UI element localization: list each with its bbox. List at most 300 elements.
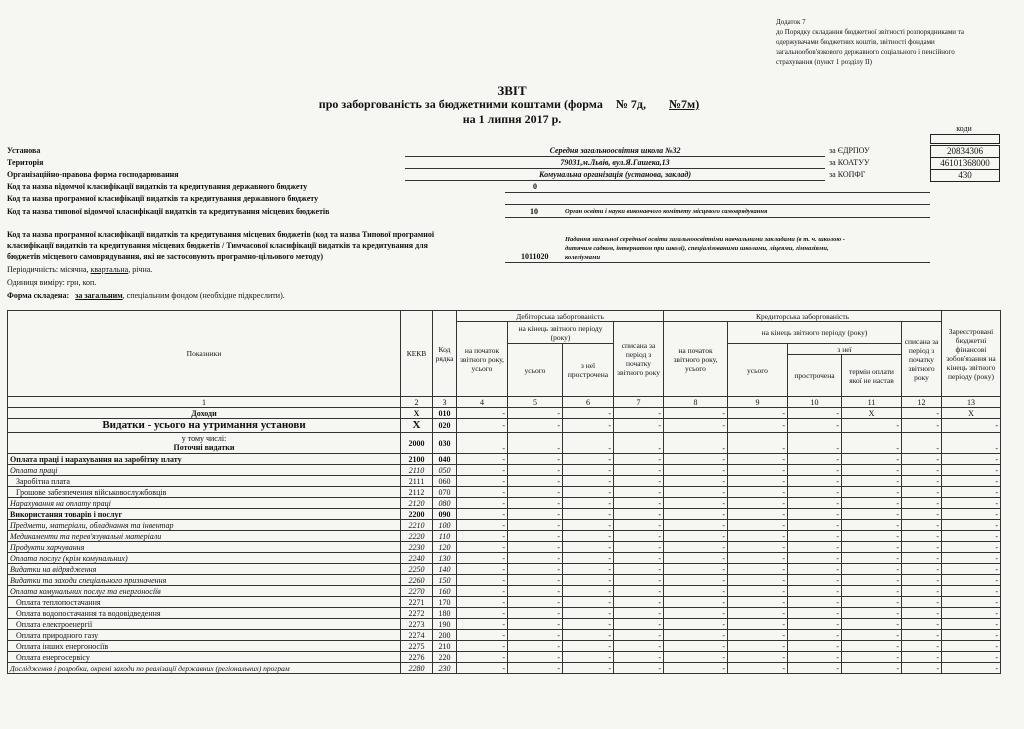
row-cell: - [728, 408, 788, 419]
row-cell: - [942, 465, 1001, 476]
row-name [8, 433, 401, 454]
row-cell: - [508, 608, 563, 619]
typical-class-code: 10 [530, 207, 538, 216]
col-debtor-total: усього [508, 344, 563, 397]
row-cell: - [788, 531, 842, 542]
row-kekv: 2100 [401, 454, 433, 465]
row-cell: - [563, 509, 614, 520]
row-cell: - [508, 652, 563, 663]
row-code: 190 [433, 619, 457, 630]
row-cell: - [563, 408, 614, 419]
row-cell: - [942, 553, 1001, 564]
col-debtor-overdue: з неї прострочена [563, 344, 614, 397]
row-cell: - [902, 498, 942, 509]
typical-class-value: Орган освіти і науки виконавчого комітету місцевого самоврядування [565, 208, 768, 215]
row-cell: - [902, 531, 942, 542]
unit: Одиниця виміру: грн, коп. [7, 278, 97, 287]
row-cell: - [457, 487, 508, 498]
row-cell: - [842, 630, 902, 641]
row-cell: - [614, 553, 664, 564]
row-cell: - [842, 663, 902, 674]
table-row [8, 408, 1001, 419]
row-cell: - [728, 597, 788, 608]
row-cell: - [664, 586, 728, 597]
row-cell: - [457, 630, 508, 641]
row-cell: - [788, 454, 842, 465]
row-kekv: 2200 [401, 509, 433, 520]
col-creditor-begin: на початок звітного року, усього [664, 322, 728, 397]
row-cell: - [457, 608, 508, 619]
column-number: 7 [614, 397, 664, 408]
row-cell: - [942, 652, 1001, 663]
row-cell: - [788, 652, 842, 663]
row-cell: - [563, 597, 614, 608]
col-creditor: Кредиторська заборгованість [664, 311, 942, 322]
local-prog-label-1: Код та назва програмної класифікації видатків та кредитування місцевих бюджетів (код та назва Типової програмної [7, 230, 435, 239]
row-kekv: X [401, 419, 433, 433]
row-cell: - [728, 476, 788, 487]
row-cell: - [842, 419, 902, 433]
row-cell: - [842, 487, 902, 498]
col-debtor-begin: на початок звітного року, усього [457, 322, 508, 397]
row-cell: - [563, 542, 614, 553]
koatuu-label: за КОАТУУ [829, 158, 870, 167]
row-kekv: 2112 [401, 487, 433, 498]
subtitle-text: про заборгованість за бюджетними коштами (форма [318, 97, 603, 111]
codes-header: коди [956, 124, 972, 133]
col-creditor-total: усього [728, 344, 788, 397]
row-cell: - [508, 553, 563, 564]
row-cell: - [614, 433, 664, 454]
row-name: Продукти харчування [8, 542, 401, 553]
form-made-general: за загальним [75, 291, 123, 300]
debt-table [7, 310, 1001, 674]
institution-value: Середня загальноосвітня школа №32 [549, 146, 681, 155]
row-cell: - [788, 542, 842, 553]
row-cell: - [664, 553, 728, 564]
row-cell: - [842, 575, 902, 586]
local-prog-value-2: дитячим садком, інтернатом при школі), спеціалізованими школами, ліцеями, гімназіями, [565, 245, 829, 252]
row-cell: - [508, 597, 563, 608]
row-cell: - [728, 433, 788, 454]
row-cell: - [788, 553, 842, 564]
row-cell: - [902, 663, 942, 674]
col-creditor-overdue: прострочена [788, 355, 842, 397]
row-cell: - [508, 531, 563, 542]
row-cell: - [788, 575, 842, 586]
row-cell: - [942, 586, 1001, 597]
row-cell: - [664, 597, 728, 608]
row-kekv: 2271 [401, 597, 433, 608]
row-code: 120 [433, 542, 457, 553]
row-cell: - [788, 520, 842, 531]
row-kekv: 2274 [401, 630, 433, 641]
row-cell: - [563, 586, 614, 597]
row-code: 090 [433, 509, 457, 520]
row-cell: - [902, 564, 942, 575]
table-row [8, 509, 1001, 520]
row-cell: - [614, 597, 664, 608]
row-cell: - [563, 652, 614, 663]
row-name: Оплата праці і нарахування на заробітну плату [8, 454, 401, 465]
row-cell: - [728, 454, 788, 465]
row-cell: - [728, 520, 788, 531]
row-cell: - [563, 553, 614, 564]
row-code: 210 [433, 641, 457, 652]
row-cell: - [664, 487, 728, 498]
column-number: 4 [457, 397, 508, 408]
row-cell: - [457, 564, 508, 575]
row-cell: - [457, 652, 508, 663]
table-row [8, 487, 1001, 498]
row-cell: - [728, 630, 788, 641]
row-cell: - [457, 498, 508, 509]
row-kekv: 2111 [401, 476, 433, 487]
row-cell: - [902, 509, 942, 520]
row-cell: - [902, 575, 942, 586]
row-cell: - [614, 408, 664, 419]
row-cell: - [508, 487, 563, 498]
row-cell: - [842, 520, 902, 531]
row-name: Оплата водопостачання та водовідведення [8, 608, 401, 619]
column-number: 3 [433, 397, 457, 408]
row-cell: - [728, 608, 788, 619]
table-row [8, 586, 1001, 597]
row-cell: - [842, 652, 902, 663]
row-name-line1: у тому числі: [181, 434, 227, 443]
row-cell: - [664, 641, 728, 652]
table-row [8, 575, 1001, 586]
row-name: Видатки та заходи спеціального призначення [8, 575, 401, 586]
report-title: ЗВІТ [497, 83, 527, 98]
col-creditor-not-due: термін оплати якої не настав [842, 355, 902, 397]
row-cell: - [614, 419, 664, 433]
row-kekv: 2120 [401, 498, 433, 509]
row-cell: - [788, 433, 842, 454]
row-kekv: X [401, 408, 433, 419]
col-creditor-end: на кінець звітного періоду (року) [728, 322, 902, 344]
table-row [8, 454, 1001, 465]
col-registered: Зареєстровані бюджетні фінансові зобов'язання на кінець звітного періоду (року) [942, 311, 1001, 397]
col-creditor-written-off: списана за період з початку звітного року [902, 322, 942, 397]
form-7m: №7м) [668, 97, 700, 111]
row-cell: - [842, 476, 902, 487]
row-cell: - [942, 433, 1001, 454]
column-number: 12 [902, 397, 942, 408]
row-cell: - [728, 542, 788, 553]
row-cell: - [508, 476, 563, 487]
row-cell: - [902, 641, 942, 652]
table-row [8, 531, 1001, 542]
row-cell: - [457, 586, 508, 597]
local-prog-value-1: Надання загальної середньої освіти загальноосвітніми навчальними закладами (в т. ч. школою - [565, 236, 845, 243]
row-cell: - [614, 619, 664, 630]
row-kekv: 2260 [401, 575, 433, 586]
row-cell: - [614, 586, 664, 597]
row-name: Оплата природного газу [8, 630, 401, 641]
row-cell: - [457, 597, 508, 608]
row-cell: - [942, 575, 1001, 586]
row-cell: - [457, 575, 508, 586]
row-cell: - [614, 531, 664, 542]
row-kekv: 2280 [401, 663, 433, 674]
kopfg-label: за КОПФГ [829, 170, 866, 179]
row-cell: - [614, 652, 664, 663]
row-cell: - [902, 542, 942, 553]
row-cell: - [942, 608, 1001, 619]
row-name: Нарахування на оплату праці [8, 498, 401, 509]
row-cell: - [728, 652, 788, 663]
column-number: 10 [788, 397, 842, 408]
row-code: 010 [433, 408, 457, 419]
row-cell: - [664, 419, 728, 433]
row-cell: - [664, 509, 728, 520]
row-code: 220 [433, 652, 457, 663]
row-cell: - [614, 509, 664, 520]
row-cell: - [842, 542, 902, 553]
form-7d: № 7д, [615, 97, 646, 111]
row-cell: - [842, 608, 902, 619]
row-kekv: 2220 [401, 531, 433, 542]
row-cell: - [457, 476, 508, 487]
dept-class-label: Код та назва відомчої класифікації видатків та кредитування державного бюджету [7, 182, 308, 191]
row-cell: - [788, 619, 842, 630]
row-code: 030 [433, 433, 457, 454]
row-name: Оплата праці [8, 465, 401, 476]
row-cell: - [942, 476, 1001, 487]
row-cell: - [664, 520, 728, 531]
row-cell: - [457, 433, 508, 454]
edrpou-label: за ЄДРПОУ [829, 146, 870, 155]
koatuu-code: 46101368000 [930, 157, 1000, 170]
row-cell: - [508, 433, 563, 454]
row-cell: - [942, 564, 1001, 575]
row-name: Грошове забезпечення військовослужбовців [8, 487, 401, 498]
row-cell: - [563, 531, 614, 542]
row-cell: - [457, 663, 508, 674]
row-cell: - [728, 531, 788, 542]
kopfg-code: 430 [930, 169, 1000, 182]
row-cell: - [614, 608, 664, 619]
row-cell: - [842, 498, 902, 509]
row-cell: - [563, 630, 614, 641]
row-cell: - [457, 619, 508, 630]
column-number: 6 [563, 397, 614, 408]
row-cell: - [728, 498, 788, 509]
row-cell: - [508, 575, 563, 586]
row-cell: - [902, 408, 942, 419]
row-code: 060 [433, 476, 457, 487]
row-cell: - [614, 630, 664, 641]
row-cell: - [942, 542, 1001, 553]
row-cell: - [728, 564, 788, 575]
row-cell: - [508, 641, 563, 652]
row-cell: - [842, 597, 902, 608]
row-cell: - [563, 575, 614, 586]
col-kekv: КЕКВ [401, 311, 433, 397]
row-cell: - [902, 433, 942, 454]
row-kekv: 2230 [401, 542, 433, 553]
row-cell: - [788, 597, 842, 608]
annex-line: до Порядку складання бюджетної звітності розпорядниками та [776, 28, 965, 36]
col-indicators: Показники [8, 311, 401, 397]
row-cell: - [457, 542, 508, 553]
row-cell: - [508, 564, 563, 575]
table-row [8, 476, 1001, 487]
row-cell: - [788, 564, 842, 575]
row-code: 160 [433, 586, 457, 597]
row-cell: - [842, 619, 902, 630]
row-cell: - [664, 564, 728, 575]
row-code: 150 [433, 575, 457, 586]
annex-line: загальнообов'язкового державного соціального і пенсійного [776, 48, 955, 56]
row-code: 110 [433, 531, 457, 542]
row-code: 070 [433, 487, 457, 498]
local-prog-label-2: класифікації видатків та кредитування місцевих бюджетів / Тимчасової класифікації видатків та кредитування для [7, 241, 428, 250]
column-number: 1 [8, 397, 401, 408]
table-row [8, 419, 1001, 433]
row-cell: - [902, 652, 942, 663]
row-cell: - [614, 487, 664, 498]
row-cell: - [664, 575, 728, 586]
row-cell: - [614, 476, 664, 487]
row-name: Використання товарів і послуг [8, 509, 401, 520]
row-cell: - [664, 498, 728, 509]
row-cell: - [942, 520, 1001, 531]
row-name: Оплата електроенергії [8, 619, 401, 630]
local-prog-label-3: бюджетів місцевого самоврядування, які не застосовують програмно-цільового методу) [7, 252, 324, 261]
row-cell: - [902, 454, 942, 465]
territory-label: Територія [7, 158, 44, 167]
row-cell: - [902, 597, 942, 608]
row-cell: - [664, 433, 728, 454]
row-cell: - [842, 433, 902, 454]
row-cell: - [508, 542, 563, 553]
row-code: 180 [433, 608, 457, 619]
col-creditor-of-which: з неї [788, 344, 902, 355]
row-cell: - [457, 509, 508, 520]
row-cell: - [563, 487, 614, 498]
row-cell: - [457, 531, 508, 542]
row-kekv: 2210 [401, 520, 433, 531]
row-cell: - [457, 520, 508, 531]
row-cell: - [457, 553, 508, 564]
column-number: 9 [728, 397, 788, 408]
col-debtor-written-off: списана за період з початку звітного року [614, 322, 664, 397]
row-cell: X [842, 408, 902, 419]
row-cell: - [902, 419, 942, 433]
row-cell: - [614, 564, 664, 575]
row-cell: - [902, 553, 942, 564]
row-cell: - [563, 520, 614, 531]
row-cell: - [563, 454, 614, 465]
row-code: 200 [433, 630, 457, 641]
row-kekv: 2000 [401, 433, 433, 454]
form-made-post: , спеціальним фондом (необхідне підкреслити). [122, 291, 285, 300]
row-cell: - [842, 553, 902, 564]
row-cell: - [788, 465, 842, 476]
row-code: 100 [433, 520, 457, 531]
row-cell: - [614, 498, 664, 509]
row-name: Оплата теплопостачання [8, 597, 401, 608]
row-cell: - [614, 454, 664, 465]
row-cell: - [902, 619, 942, 630]
row-cell: - [614, 575, 664, 586]
row-cell: - [664, 619, 728, 630]
row-cell: - [508, 454, 563, 465]
org-form-label: Організаційно-правова форма господарювання [7, 170, 179, 179]
row-name: Оплата інших енергоносіїв [8, 641, 401, 652]
row-cell: - [842, 509, 902, 520]
row-name: Дослідження і розробки, окремі заходи по реалізації державних (регіональних) програм [8, 663, 401, 674]
table-row [8, 663, 1001, 674]
row-name: Предмети, матеріали, обладнання та інвентар [8, 520, 401, 531]
row-cell: - [508, 498, 563, 509]
row-cell: - [942, 630, 1001, 641]
row-cell: - [614, 663, 664, 674]
row-cell: - [902, 586, 942, 597]
table-row [8, 619, 1001, 630]
col-row-code: Код рядка [433, 311, 457, 397]
table-row [8, 652, 1001, 663]
row-name-line2: Поточні видатки [173, 443, 235, 452]
table-row [8, 553, 1001, 564]
annex-line: страхування (пункт 1 розділу II) [776, 58, 872, 66]
row-cell: - [508, 465, 563, 476]
row-cell: - [563, 608, 614, 619]
row-cell: - [788, 586, 842, 597]
row-kekv: 2273 [401, 619, 433, 630]
row-kekv: 2270 [401, 586, 433, 597]
row-code: 130 [433, 553, 457, 564]
row-cell: - [728, 419, 788, 433]
row-cell: - [728, 663, 788, 674]
row-cell: - [842, 641, 902, 652]
row-cell: - [457, 465, 508, 476]
table-row [8, 564, 1001, 575]
row-cell: - [942, 663, 1001, 674]
row-cell: - [664, 652, 728, 663]
row-kekv: 2250 [401, 564, 433, 575]
row-kekv: 2110 [401, 465, 433, 476]
row-cell: - [563, 465, 614, 476]
row-code: 230 [433, 663, 457, 674]
row-cell: - [563, 498, 614, 509]
row-cell: - [457, 454, 508, 465]
row-cell: - [788, 487, 842, 498]
row-cell: - [563, 433, 614, 454]
row-cell: - [788, 630, 842, 641]
row-name: Оплата енергосервісу [8, 652, 401, 663]
row-cell: - [563, 564, 614, 575]
edrpou-code: 20834306 [930, 145, 1000, 158]
form-made-label: Форма складена: [7, 291, 70, 300]
row-cell: - [942, 597, 1001, 608]
row-kekv: 2272 [401, 608, 433, 619]
table-row [8, 433, 1001, 454]
row-cell: - [728, 575, 788, 586]
row-cell: - [508, 520, 563, 531]
annex-line: Додаток 7 [776, 18, 806, 26]
row-cell: - [728, 465, 788, 476]
row-cell: - [664, 663, 728, 674]
row-code: 170 [433, 597, 457, 608]
row-cell: - [942, 641, 1001, 652]
row-cell: - [508, 408, 563, 419]
table-row [8, 465, 1001, 476]
row-kekv: 2275 [401, 641, 433, 652]
col-debtor-end: на кінець звітного періоду (року) [508, 322, 614, 344]
